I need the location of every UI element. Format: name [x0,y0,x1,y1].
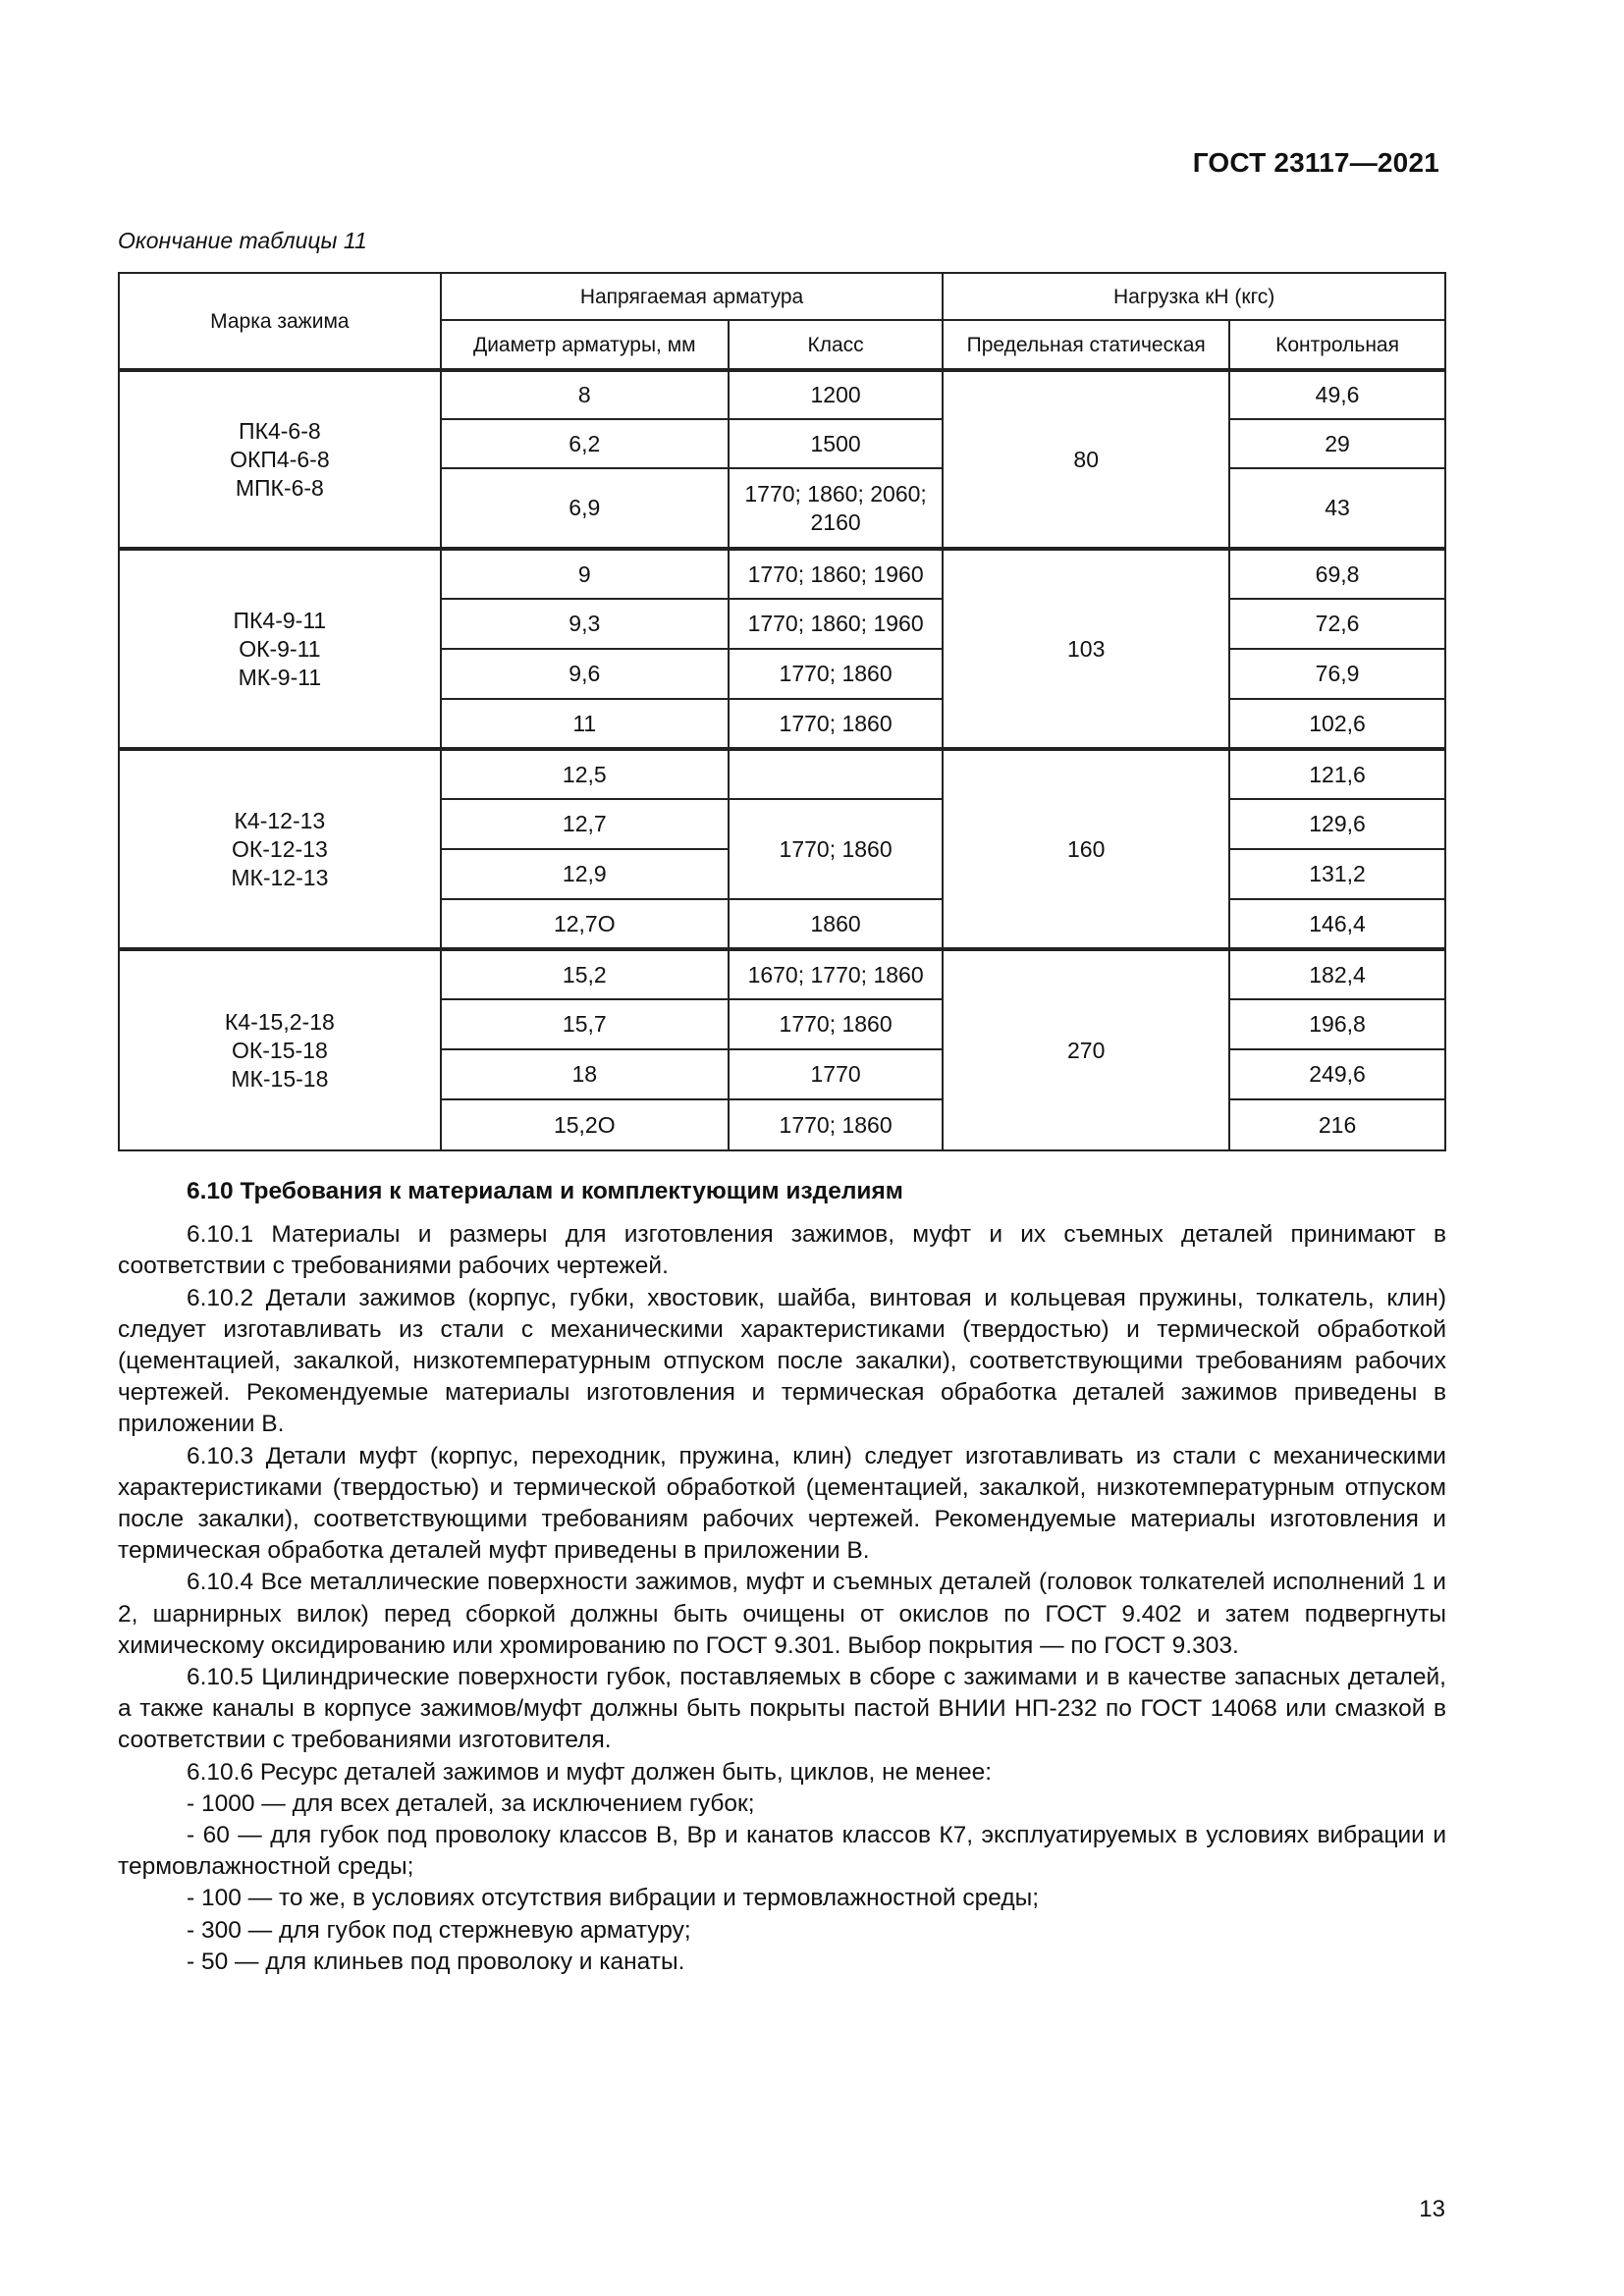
diameter-cell: 12,7 [441,799,729,849]
list-item: - 60 — для губок под проволоку классов В, Вр и канатов классов К7, эксплуатируемых в условиях вибрации и термовлажностной среды; [118,1822,1446,1881]
control-load-cell: 129,6 [1229,799,1445,849]
paragraph: 6.10.4 Все металлические поверхности зажимов, муфт и съемных деталей (головок толкателей исполнений 1 и 2, шарнирных вилок) перед сборкой должны быть очищены от окислов по ГОСТ 9.402 и затем подвергнуты химическому оксидированию или хромированию по ГОСТ 9.301. Выбор покрытия — по ГОСТ 9.303. [118,1569,1446,1659]
static-load-cell: 160 [943,749,1229,949]
control-load-cell: 43 [1229,468,1445,549]
diameter-cell: 6,2 [441,419,729,468]
header-class: Класс [729,320,943,370]
clamp-mark-cell: К4-12-13 ОК-12-13 МК-12-13 [119,749,441,949]
class-cell: 1770; 1860 [729,999,943,1049]
control-load-cell: 216 [1229,1099,1445,1150]
page-number: 13 [1419,2196,1445,2222]
header-control-load: Контрольная [1229,320,1445,370]
diameter-cell: 9,3 [441,599,729,649]
header-diameter: Диаметр арматуры, мм [441,320,729,370]
control-load-cell: 69,8 [1229,549,1445,599]
control-load-cell: 72,6 [1229,599,1445,649]
class-cell: 1860 [729,899,943,949]
section-title: 6.10 Требования к материалам и комплектующим изделиям [187,1178,903,1204]
control-load-cell: 102,6 [1229,699,1445,749]
paragraph: 6.10.1 Материалы и размеры для изготовления зажимов, муфт и их съемных деталей принимают в соответствии с требованиями рабочих чертежей. [118,1221,1446,1280]
table-row [119,949,1445,999]
section-body [118,1176,1446,1978]
class-cell: 1200 [729,370,943,419]
static-load-cell: 80 [943,370,1229,549]
class-cell: 1770 [729,1049,943,1099]
diameter-cell: 6,9 [441,468,729,549]
paragraph: 6.10.5 Цилиндрические поверхности губок, поставляемых в сборе с зажимами и в качестве запасных деталей, а также каналы в корпусе зажимов/муфт должны быть покрыты пастой ВНИИ НП-232 по ГОСТ 14068 или смазкой в соответствии с требованиями изготовителя. [118,1664,1446,1754]
control-load-cell: 196,8 [1229,999,1445,1049]
class-cell: 1770; 1860 [729,1099,943,1150]
clamp-mark-cell: ПК4-6-8 ОКП4-6-8 МПК-6-8 [119,370,441,549]
header-mark: Марка зажима [119,273,441,370]
clamp-mark-cell: ПК4-9-11 ОК-9-11 МК-9-11 [119,549,441,749]
diameter-cell: 11 [441,699,729,749]
diameter-cell: 9 [441,549,729,599]
class-cell: 1770; 1860 [729,699,943,749]
class-cell: 1770; 1860 [729,799,943,899]
diameter-cell: 15,7 [441,999,729,1049]
header-rebar-group: Напрягаемая арматура [441,273,944,320]
list-item: - 50 — для клиньев под проволоку и канаты. [187,1948,685,1975]
paragraph: 6.10.2 Детали зажимов (корпус, губки, хвостовик, шайба, винтовая и кольцевая пружины, толкатель, клин) следует изготавливать из стали с механическими характеристиками (твердостью) и термической обработкой (цементацией, закалкой, низкотемпературным отпуском после закалки), соответствующими требованиям рабочих чертежей. Рекомендуемые материалы изготовления и термическая обработка деталей зажимов приведены в приложении В. [118,1284,1446,1438]
control-load-cell: 29 [1229,419,1445,468]
control-load-cell: 131,2 [1229,849,1445,899]
class-cell: 1500 [729,419,943,468]
header-static-load: Предельная статическая [943,320,1229,370]
document-header: ГОСТ 23117—2021 [1192,147,1439,178]
control-load-cell: 49,6 [1229,370,1445,419]
class-cell: 1770; 1860; 2060; 2160 [729,468,943,549]
static-load-cell: 270 [943,949,1229,1150]
class-cell: 1770; 1860 [729,649,943,699]
control-load-cell: 121,6 [1229,749,1445,799]
class-cell: 1770; 1860; 1960 [729,549,943,599]
clamp-specification-table [118,272,1446,1151]
clamp-mark-cell: К4-15,2-18 ОК-15-18 МК-15-18 [119,949,441,1150]
control-load-cell: 249,6 [1229,1049,1445,1099]
diameter-cell: 9,6 [441,649,729,699]
control-load-cell: 146,4 [1229,899,1445,949]
class-cell: 1670; 1770; 1860 [729,949,943,999]
list-item: - 300 — для губок под стержневую арматуру; [187,1916,691,1944]
diameter-cell: 18 [441,1049,729,1099]
class-cell [729,749,943,799]
list-item: - 1000 — для всех деталей, за исключением губок; [187,1789,755,1817]
table-row [119,749,1445,799]
paragraph: 6.10.3 Детали муфт (корпус, переходник, пружина, клин) следует изготавливать из стали с механическими характеристиками (твердостью) и термической обработкой (цементацией, закалкой, низкотемпературным отпуском после закалки), соответствующими требованиям рабочих чертежей. Рекомендуемые материалы изготовления и термическая обработка деталей муфт приведены в приложении В. [118,1442,1446,1565]
header-load-group: Нагрузка кН (кгс) [943,273,1445,320]
diameter-cell: 12,5 [441,749,729,799]
table-row [119,370,1445,419]
list-item: - 100 — то же, в условиях отсутствия вибрации и термовлажностной среды; [187,1885,1040,1912]
diameter-cell: 12,9 [441,849,729,899]
control-load-cell: 182,4 [1229,949,1445,999]
table-caption: Окончание таблицы 11 [118,228,367,253]
table-row [119,549,1445,599]
class-cell: 1770; 1860; 1960 [729,599,943,649]
diameter-cell: 15,2 [441,949,729,999]
control-load-cell: 76,9 [1229,649,1445,699]
paragraph: 6.10.6 Ресурс деталей зажимов и муфт должен быть, циклов, не менее: [187,1758,993,1786]
diameter-cell: 8 [441,370,729,419]
diameter-cell: 12,7О [441,899,729,949]
diameter-cell: 15,2О [441,1099,729,1150]
static-load-cell: 103 [943,549,1229,749]
